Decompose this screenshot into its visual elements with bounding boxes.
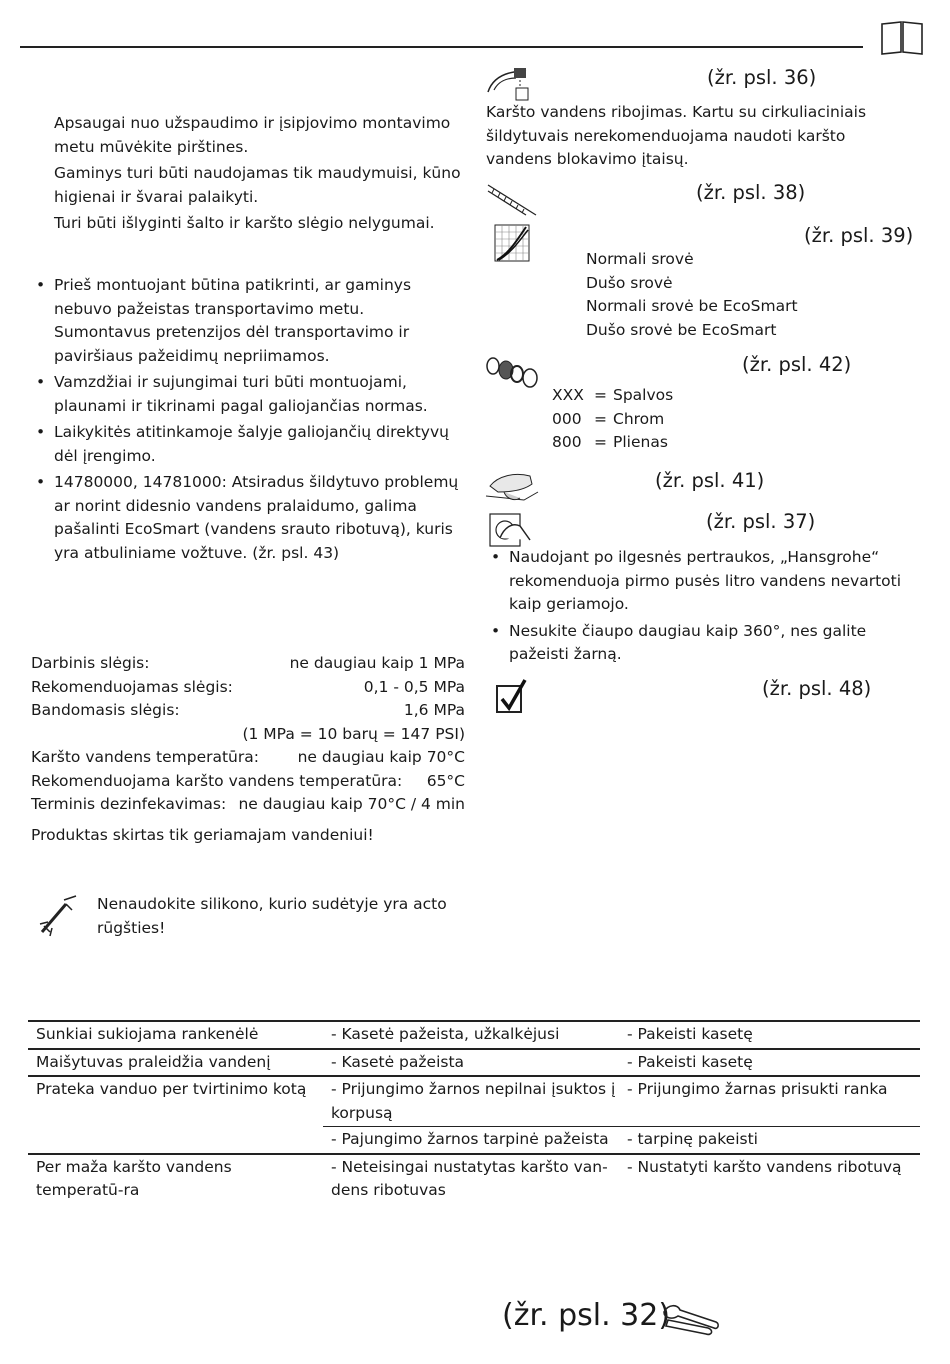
cause-cell: - Kasetė pažeista, užkalkėjusi — [323, 1021, 619, 1049]
hand-turn-icon — [486, 510, 534, 550]
spec-row: (1 MPa = 10 barų = 147 PSI) — [242, 724, 465, 743]
table-row — [28, 1076, 920, 1127]
drinking-water-note: Produktas skirtas tik geriamajam vandeniui! — [31, 826, 374, 844]
flow-list — [586, 248, 798, 342]
header-rule — [20, 46, 863, 48]
hot-water-text: Karšto vandens ribojimas. Kartu su cirkuliaciniais šildytuvais nerekomenduojama naudoti karšto vandens blokavimo įtaisų. — [486, 103, 867, 168]
color-codes — [552, 384, 673, 455]
flow-item: Dušo srovė be EcoSmart — [586, 320, 777, 339]
cleaning-hand-icon — [484, 470, 540, 506]
safety-pressure-text: Turi būti išlyginti šalto ir karšto slėgio nelygumai. — [54, 214, 435, 232]
silicone-gun-icon — [36, 892, 80, 938]
flow-item: Normali srovė be EcoSmart — [586, 297, 798, 315]
problem-cell: Maišytuvas praleidžia vandenį — [28, 1049, 323, 1077]
mounting-list — [31, 274, 465, 565]
color-row: XXX = Spalvos — [552, 386, 674, 404]
book-icon — [880, 20, 924, 56]
remedy-cell: - Nustatyti karšto vandens ribotuvą — [619, 1154, 920, 1204]
remedy-cell: - tarpinę pakeisti — [619, 1127, 920, 1154]
flow-item: Dušo srovė — [586, 273, 673, 292]
flow-diagram-icon — [494, 224, 530, 262]
ref-page-39: (žr. psl. 39) — [804, 224, 914, 247]
silicone-note: Nenaudokite silikono, kurio sudėtyje yra acto rūgšties! — [97, 895, 447, 937]
cause-cell: - Prijungimo žarnos nepilnai įsuktos į korpusą — [323, 1076, 619, 1127]
ref-page-41: (žr. psl. 41) — [655, 469, 765, 492]
remedy-cell: - Pakeisti kasetę — [619, 1021, 920, 1049]
table-row — [28, 1049, 920, 1077]
ref-page-48: (žr. psl. 48) — [762, 677, 872, 700]
flow-item: Normali srovė — [586, 250, 694, 268]
ref-page-37: (žr. psl. 37) — [706, 510, 816, 533]
list-item: • Naudojant po ilgesnės pertraukos, „Hansgrohe“ rekomenduoja pirmo pusės litro vandens nevartoti kaip geriamojo. — [486, 546, 912, 617]
spec-row: Darbinis slėgis: ne daugiau kaip 1 MPa — [31, 654, 465, 672]
safety-block — [54, 112, 464, 236]
problem-cell: Sunkiai sukiojama rankenėlė — [28, 1021, 323, 1049]
wrench-icon — [660, 1300, 720, 1340]
remedy-cell: - Prijungimo žarnas prisukti ranka — [619, 1076, 920, 1127]
ref-page-32: (žr. psl. 32) — [502, 1298, 671, 1333]
spare-parts-icon — [484, 354, 542, 388]
list-item: • 14780000, 14781000: Atsiradus šildytuvo problemų ar norint didesnio vandens pralaidumo, galima pašalinti EcoSmart (vandens srauto ribotuvą), kuris yra atbuliniame vožtuve. (žr. psl. 43) — [31, 471, 465, 565]
ref-page-42: (žr. psl. 42) — [742, 353, 852, 376]
spec-row: Terminis dezinfekavimas: ne daugiau kaip 70°C / 4 min — [31, 795, 465, 813]
list-item: • Laikykitės atitinkamoje šalyje galiojančių direktyvų dėl įrengimo. — [31, 421, 465, 468]
safety-gloves-text: Apsaugai nuo užspaudimo ir įsipjovimo montavimo metu mūvėkite pirštines. — [54, 114, 451, 156]
table-row — [28, 1154, 920, 1204]
color-row: 000 = Chrom — [552, 409, 665, 428]
table-row — [28, 1127, 920, 1154]
hot-water-limit-icon — [486, 66, 532, 106]
ruler-icon — [486, 181, 538, 217]
spec-row: Rekomenduojama karšto vandens temperatūra: 65°C — [31, 771, 465, 790]
remedy-cell: - Pakeisti kasetę — [619, 1049, 920, 1077]
cause-cell: - Kasetė pažeista — [323, 1049, 619, 1077]
table-row — [28, 1021, 920, 1049]
problem-cell — [28, 1127, 323, 1154]
problem-cell: Prateka vanduo per tvirtinimo kotą — [28, 1076, 323, 1127]
spec-row: Bandomasis slėgis: 1,6 MPa — [31, 701, 465, 719]
cause-cell: - Neteisingai nustatytas karšto van-dens ribotuvas — [323, 1154, 619, 1204]
usage-list — [486, 546, 912, 667]
ref-page-36: (žr. psl. 36) — [707, 66, 817, 89]
color-row: 800 = Plienas — [552, 433, 668, 451]
list-item: • Nesukite čiaupo daugiau kaip 360°, nes galite pažeisti žarną. — [486, 620, 912, 667]
list-item: • Vamzdžiai ir sujungimai turi būti montuojami, plaunami ir tikrinami pagal galiojančias normas. — [31, 371, 465, 418]
list-item: • Prieš montuojant būtina patikrinti, ar gaminys nebuvo pažeistas transportavimo metu. Sumontavus pretenzijos dėl transportavimo ir paviršiaus pažeidimų nepriimamos. — [31, 274, 465, 368]
spec-row: Karšto vandens temperatūra: ne daugiau kaip 70°C — [31, 748, 465, 766]
problem-cell: Per maža karšto vandens temperatū-ra — [28, 1154, 323, 1204]
checkbox-icon — [495, 678, 529, 716]
safety-usage-text: Gaminys turi būti naudojamas tik maudymuisi, kūno higienai ir švarai palaikyti. — [54, 164, 461, 206]
cause-cell: - Pajungimo žarnos tarpinė pažeista — [323, 1127, 619, 1154]
tech-specs — [31, 652, 465, 817]
ref-page-38: (žr. psl. 38) — [696, 181, 806, 204]
troubleshooting-table — [28, 1020, 920, 1204]
spec-row: Rekomenduojamas slėgis: 0,1 - 0,5 MPa — [31, 677, 465, 696]
